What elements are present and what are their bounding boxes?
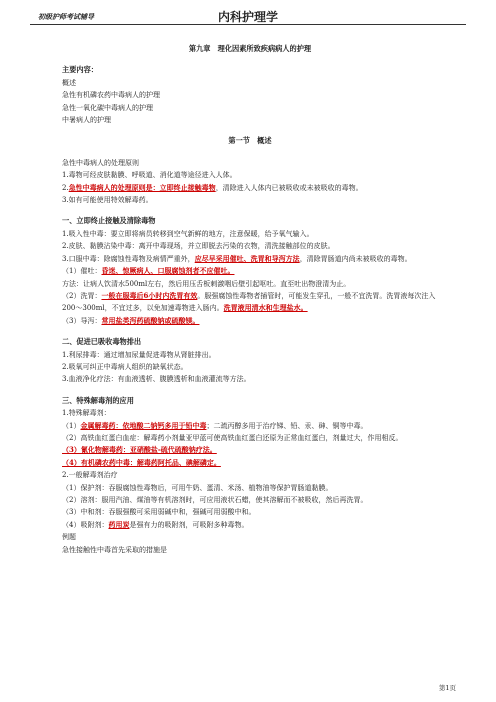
section-heading: 一、立即终止接触及清除毒物 [62, 216, 156, 226]
intro-line: 1.毒物可经皮肤黏膜、呼吸道、消化道等途径进入人体。 [62, 171, 237, 180]
body-line: 例题 [62, 533, 76, 542]
body-line [62, 315, 438, 327]
highlight-text: 一般在服毒后6小时内洗胃有效 [101, 290, 198, 300]
text: ；二巯丙醇多用于治疗锑、铅、汞、砷、铜等中毒。 [206, 421, 368, 430]
body-line: 2.皮肤、黏膜沾染中毒：离开中毒现场，并立即脱去污染的衣物，清洗接触部位的皮肤。 [62, 242, 335, 251]
highlight-text: 昏迷、惊厥病人、口服腐蚀剂者不应催吐。 [101, 266, 235, 276]
main-content-heading: 主要内容： [62, 65, 98, 75]
body-line [62, 519, 438, 531]
section-title: 第一节 概述 [228, 136, 272, 146]
highlight-text: 洗胃液用清水和生理盐水。 [223, 303, 308, 313]
header-divider [30, 24, 466, 25]
body-line [62, 290, 438, 315]
body-line [62, 457, 438, 469]
text: 。服强腐蚀性毒物者插管时，可能发生穿孔，一般不宜洗胃。洗胃液每次注入200～300ml，不宜过多，以免加速毒物进入肠内。 [62, 291, 436, 313]
body-line: 1.吸入性中毒：要立即将病员转移到空气新鲜的地方，注意保暖，给予氧气输入。 [62, 229, 314, 238]
highlight-text: 应尽早采用催吐、洗胃和导泻方法 [194, 253, 300, 263]
section-heading: 三、特殊解毒剂的应用 [62, 395, 134, 405]
body-line: 3.血液净化疗法：有血液透析、腹膜透析和血液灌流等方法。 [62, 375, 251, 384]
document-body [62, 40, 438, 556]
main-content-item: 急性一氧化碳中毒病人的护理 [62, 103, 153, 112]
body-line: （2）高铁血红蛋白血症：解毒药小剂量亚甲蓝可使高铁血红蛋白还原为正常血红蛋白，剂量过大，作用相反。 [62, 433, 403, 442]
highlight-text: 金属解毒药：依地酸二钠钙多用于铅中毒 [80, 420, 207, 430]
intro-line [62, 182, 438, 194]
text: 2. [62, 183, 69, 192]
main-content-item: 概述 [62, 78, 76, 87]
highlight-text: 药用炭 [108, 519, 130, 529]
body-line [62, 420, 438, 432]
body-line: （1）保护剂：吞服腐蚀性毒物后，可用牛奶、蛋清、米汤、植物油等保护胃肠道黏膜。 [62, 483, 333, 492]
body-line [62, 265, 438, 277]
text: （2）洗胃： [62, 291, 102, 300]
highlight-text: 常用盐类泻药硫酸钠或硫酸镁。 [101, 315, 200, 325]
text: （4）吸附剂： [62, 520, 109, 529]
text: 是强有力的吸附剂，可吸附多种毒物。 [129, 520, 249, 529]
highlight-text: （3）氰化物解毒药：亚硝酸盐-硫代硫酸钠疗法。 [62, 445, 217, 455]
page-number: 第1页 [438, 684, 456, 692]
body-line: 2.吸氧可纠正中毒病人组织的缺氧状态。 [62, 362, 188, 371]
body-line: 2.一般解毒剂治疗 [62, 471, 118, 480]
body-line [62, 444, 438, 456]
chapter-title: 第九章 理化因素所致疾病病人的护理 [188, 44, 312, 53]
text: （1）催吐： [62, 267, 102, 276]
intro-line: 3.如有可能使用特效解毒药。 [62, 196, 153, 205]
text: （3）导泻： [62, 316, 102, 325]
body-line: 1.利尿排毒：通过增加尿量促进毒物从肾脏排出。 [62, 350, 216, 359]
body-line: 1.特殊解毒剂： [62, 409, 111, 418]
highlight-text: （4）有机磷农药中毒：解毒药阿托品、碘解磷定。 [62, 457, 221, 467]
main-content-item: 急性有机磷农药中毒病人的护理 [62, 91, 160, 100]
main-content-item: 中暑病人的护理 [62, 116, 111, 125]
body-line: 方法：让病人饮清水500ml左右，然后用压舌板刺激咽后壁引起呕吐。直至吐出物澄清为止。 [62, 279, 351, 288]
body-line [62, 253, 438, 265]
body-line: （2）溶剂：服用汽油、煤油等有机溶剂时，可应用液状石蜡，使其溶解而不被吸收，然后再洗胃。 [62, 496, 368, 504]
body-line: （3）中和剂：吞服强酸可采用弱碱中和，强碱可用弱酸中和。 [62, 508, 256, 517]
intro-line: 急性中毒病人的处理原则 [62, 158, 139, 167]
text: （1） [62, 421, 81, 430]
section-heading: 二、促进已吸收毒物排出 [62, 337, 142, 347]
text: ，清除进入人体内已被吸收或未被吸收的毒物。 [215, 183, 363, 192]
header-subject-title: 内科护理学 [217, 10, 278, 24]
highlight-text: 急性中毒病人的处理原则是：立即终止接触毒物 [68, 182, 216, 192]
text: 3.口服中毒：除腐蚀性毒物及病情严重外， [62, 254, 195, 263]
text: ，清除胃肠道内尚未被吸收的毒物。 [299, 254, 412, 263]
body-line: 急性接触性中毒首先采取的措施是 [62, 545, 167, 554]
header-left-title: 初级护师考试辅导 [38, 12, 94, 21]
